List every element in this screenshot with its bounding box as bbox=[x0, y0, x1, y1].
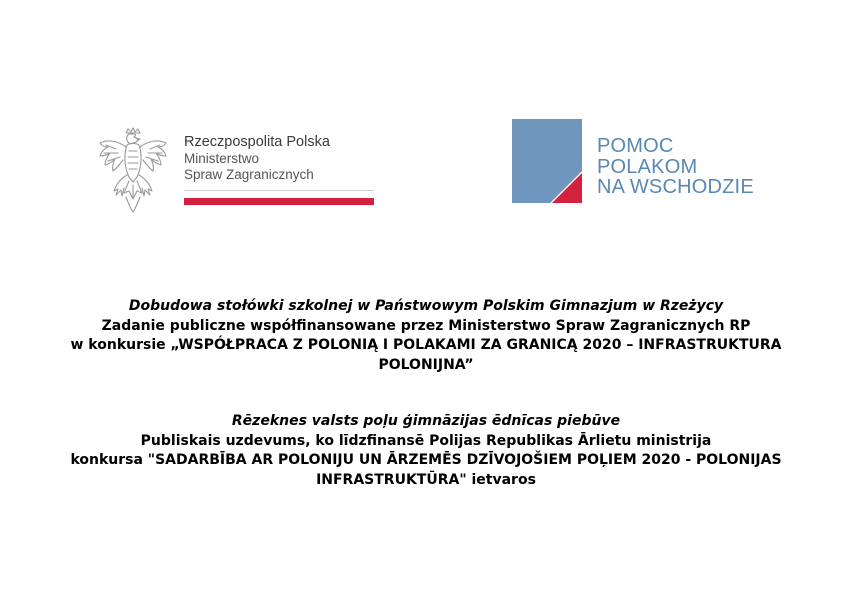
latvian-competition-line2: INFRASTRUKTŪRA" ietvaros bbox=[316, 471, 536, 488]
polish-competition-line2: POLONIJNA” bbox=[378, 356, 474, 373]
mfa-grey-rule bbox=[184, 190, 374, 191]
mfa-country-name: Rzeczpospolita Polska bbox=[184, 134, 330, 150]
polish-competition-line1: w konkursie „WSPÓŁPRACA Z POLONIĄ I POLAKAMI ZA GRANICĄ 2020 – INFRASTRUKTURA bbox=[70, 337, 782, 353]
polish-eagle-icon bbox=[96, 127, 170, 213]
latvian-project-info bbox=[0, 412, 852, 490]
polish-project-info bbox=[0, 297, 852, 375]
ppnw-logo-text bbox=[597, 136, 754, 198]
latvian-project-title: Rēzeknes valsts poļu ģimnāzijas ēdnīcas piebūve bbox=[231, 413, 621, 429]
mfa-ministry-name-line1: Ministerstwo bbox=[184, 151, 260, 166]
latvian-competition-line1: konkursa "SADARBĪBA AR POLONIJU UN ĀRZEMĒS DZĪVOJOŠIEM POĻIEM 2020 - POLONIJAS bbox=[70, 452, 782, 468]
mfa-red-bar bbox=[184, 198, 374, 205]
latvian-cofinancing-note: Publiskais uzdevums, ko līdzfinansē Polijas Republikas Ārlietu ministrija bbox=[140, 432, 712, 449]
mfa-logo bbox=[96, 127, 376, 213]
ppnw-line-pomoc: POMOC bbox=[597, 135, 674, 157]
ppnw-line-na-wschodzie: NA WSCHODZIE bbox=[597, 176, 754, 198]
ppnw-logo bbox=[512, 119, 782, 203]
mfa-logo-text bbox=[184, 134, 330, 183]
ppnw-line-polakom: POLAKOM bbox=[597, 155, 698, 178]
polish-cofinancing-note: Zadanie publiczne współfinansowane przez Ministerstwo Spraw Zagranicznych RP bbox=[101, 317, 751, 334]
ppnw-mark-icon bbox=[512, 119, 582, 203]
mfa-ministry-name-line2: Spraw Zagranicznych bbox=[184, 167, 314, 182]
polish-project-title: Dobudowa stołówki szkolnej w Państwowym Polskim Gimnazjum w Rzeżycy bbox=[128, 298, 724, 314]
